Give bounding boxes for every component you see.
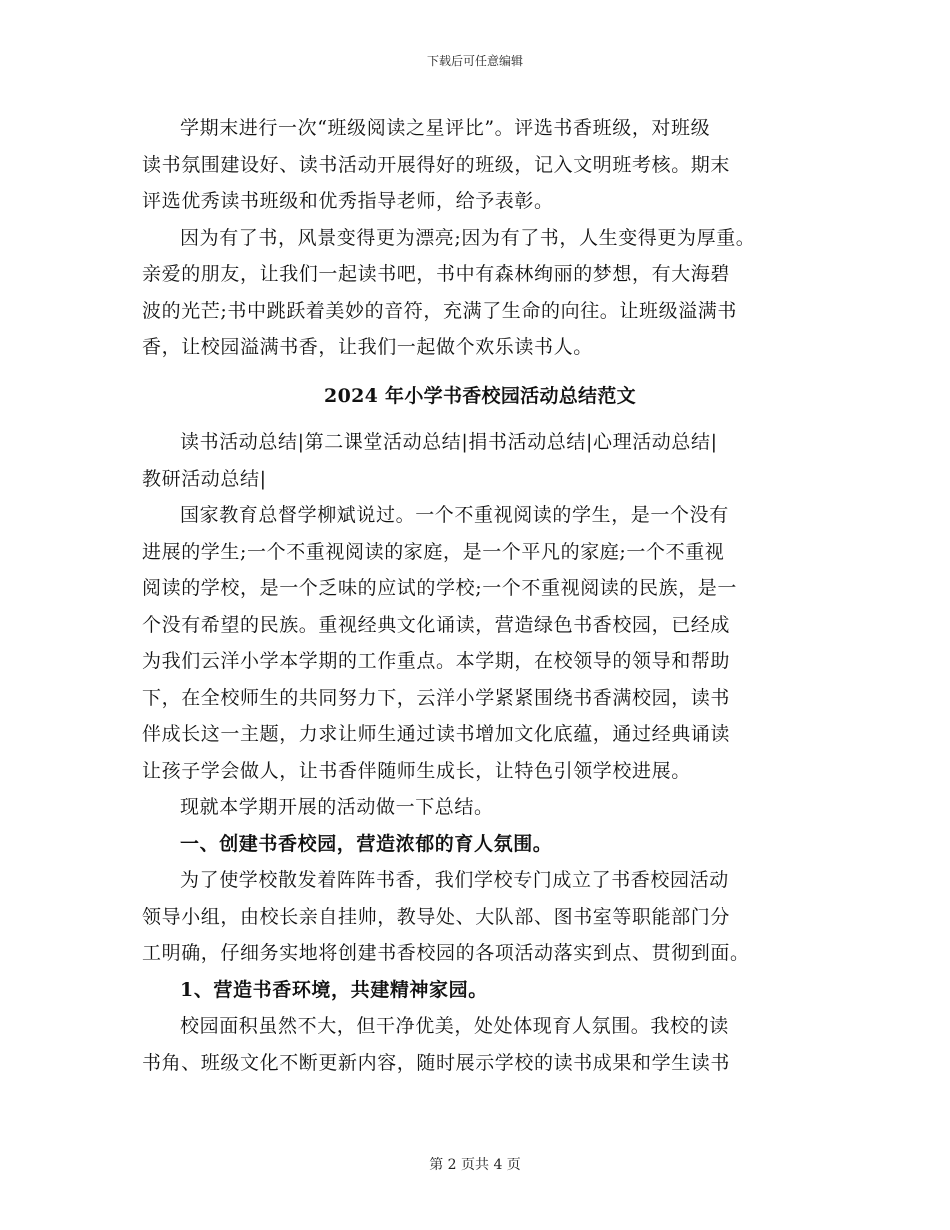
text-line: 因为有了书，风景变得更为漂亮;因为有了书，人生变得更为厚重。 [180, 226, 756, 249]
paragraph-related-links [142, 424, 818, 497]
text-line: 评选优秀读书班级和优秀指导老师，给予表彰。 [142, 190, 554, 212]
text-line: 为了使学校散发着阵阵书香，我们学校专门成立了书香校园活动 [180, 869, 729, 891]
text-line: 进展的学生;一个不重视阅读的家庭，是一个平凡的家庭;一个不重视 [142, 540, 725, 563]
text-line: 伴成长这一主题，力求让师生通过读书增加文化底蕴，通过经典诵读 [142, 723, 731, 745]
paragraph-leadership-group [142, 862, 818, 972]
text-line: 下，在全校师生的共同努力下，云洋小学紧紧围绕书香满校园，读书 [142, 686, 731, 709]
paragraph-because-of-books [142, 220, 818, 366]
document-title: 2024 年小学书香校园活动总结范文 [324, 384, 636, 407]
paragraph-reading-star [142, 110, 818, 220]
text-line: 读书活动总结|第二课堂活动总结|捐书活动总结|心理活动总结| [180, 431, 718, 453]
text-line: 个没有希望的民族。重视经典文化诵读，营造绿色书香校园，已经成 [142, 613, 731, 636]
paragraph-intro [142, 497, 818, 789]
text-line: 为我们云洋小学本学期的工作重点。本学期，在校领导的领导和帮助 [142, 650, 731, 672]
paragraph-campus-environment [142, 1008, 818, 1081]
text-line: 校园面积虽然不大，但干净优美，处处体现育人氛围。我校的读 [180, 1015, 729, 1037]
text-line: 香，让校园溢满书香，让我们一起做个欢乐读书人。 [142, 336, 593, 358]
paragraph-summary-lead [142, 789, 818, 826]
text-line: 书角、班级文化不断更新内容，随时展示学校的读书成果和学生读书 [142, 1051, 731, 1074]
text-line: 学期末进行一次“班级阅读之星评比”。评选书香班级，对班级 [180, 117, 711, 139]
page-header: 下载后可任意编辑 [426, 54, 523, 68]
text-line: 国家教育总督学柳斌说过。一个不重视阅读的学生，是一个没有 [180, 504, 729, 526]
text-line: 读书氛围建设好、读书活动开展得好的班级，记入文明班考核。期末 [142, 153, 731, 176]
text-line: 工明确，仔细务实地将创建书香校园的各项活动落实到点、贯彻到面。 [142, 942, 750, 964]
text-line: 亲爱的朋友，让我们一起读书吧，书中有森林绚丽的梦想，有大海碧 [142, 263, 731, 285]
text-line: 波的光芒;书中跳跃着美妙的音符，充满了生命的向往。让班级溢满书 [142, 299, 738, 322]
text-line: 教研活动总结| [142, 467, 267, 490]
text-line: 现就本学期开展的活动做一下总结。 [180, 796, 494, 818]
text-line: 让孩子学会做人，让书香伴随师生成长，让特色引领学校进展。 [142, 759, 691, 782]
section-heading-1-1: 1、营造书香环境，共建精神家园。 [180, 978, 488, 1001]
document-body [142, 110, 818, 1081]
text-line: 领导小组，由校长亲自挂帅，教导处、大队部、图书室等职能部门分 [142, 905, 731, 928]
text-line: 阅读的学校，是一个乏味的应试的学校;一个不重视阅读的民族，是一 [142, 577, 738, 599]
section-heading-1: 一、创建书香校园，营造浓郁的育人氛围。 [180, 832, 553, 855]
page-footer: 第 2 页共 4 页 [429, 1157, 521, 1173]
